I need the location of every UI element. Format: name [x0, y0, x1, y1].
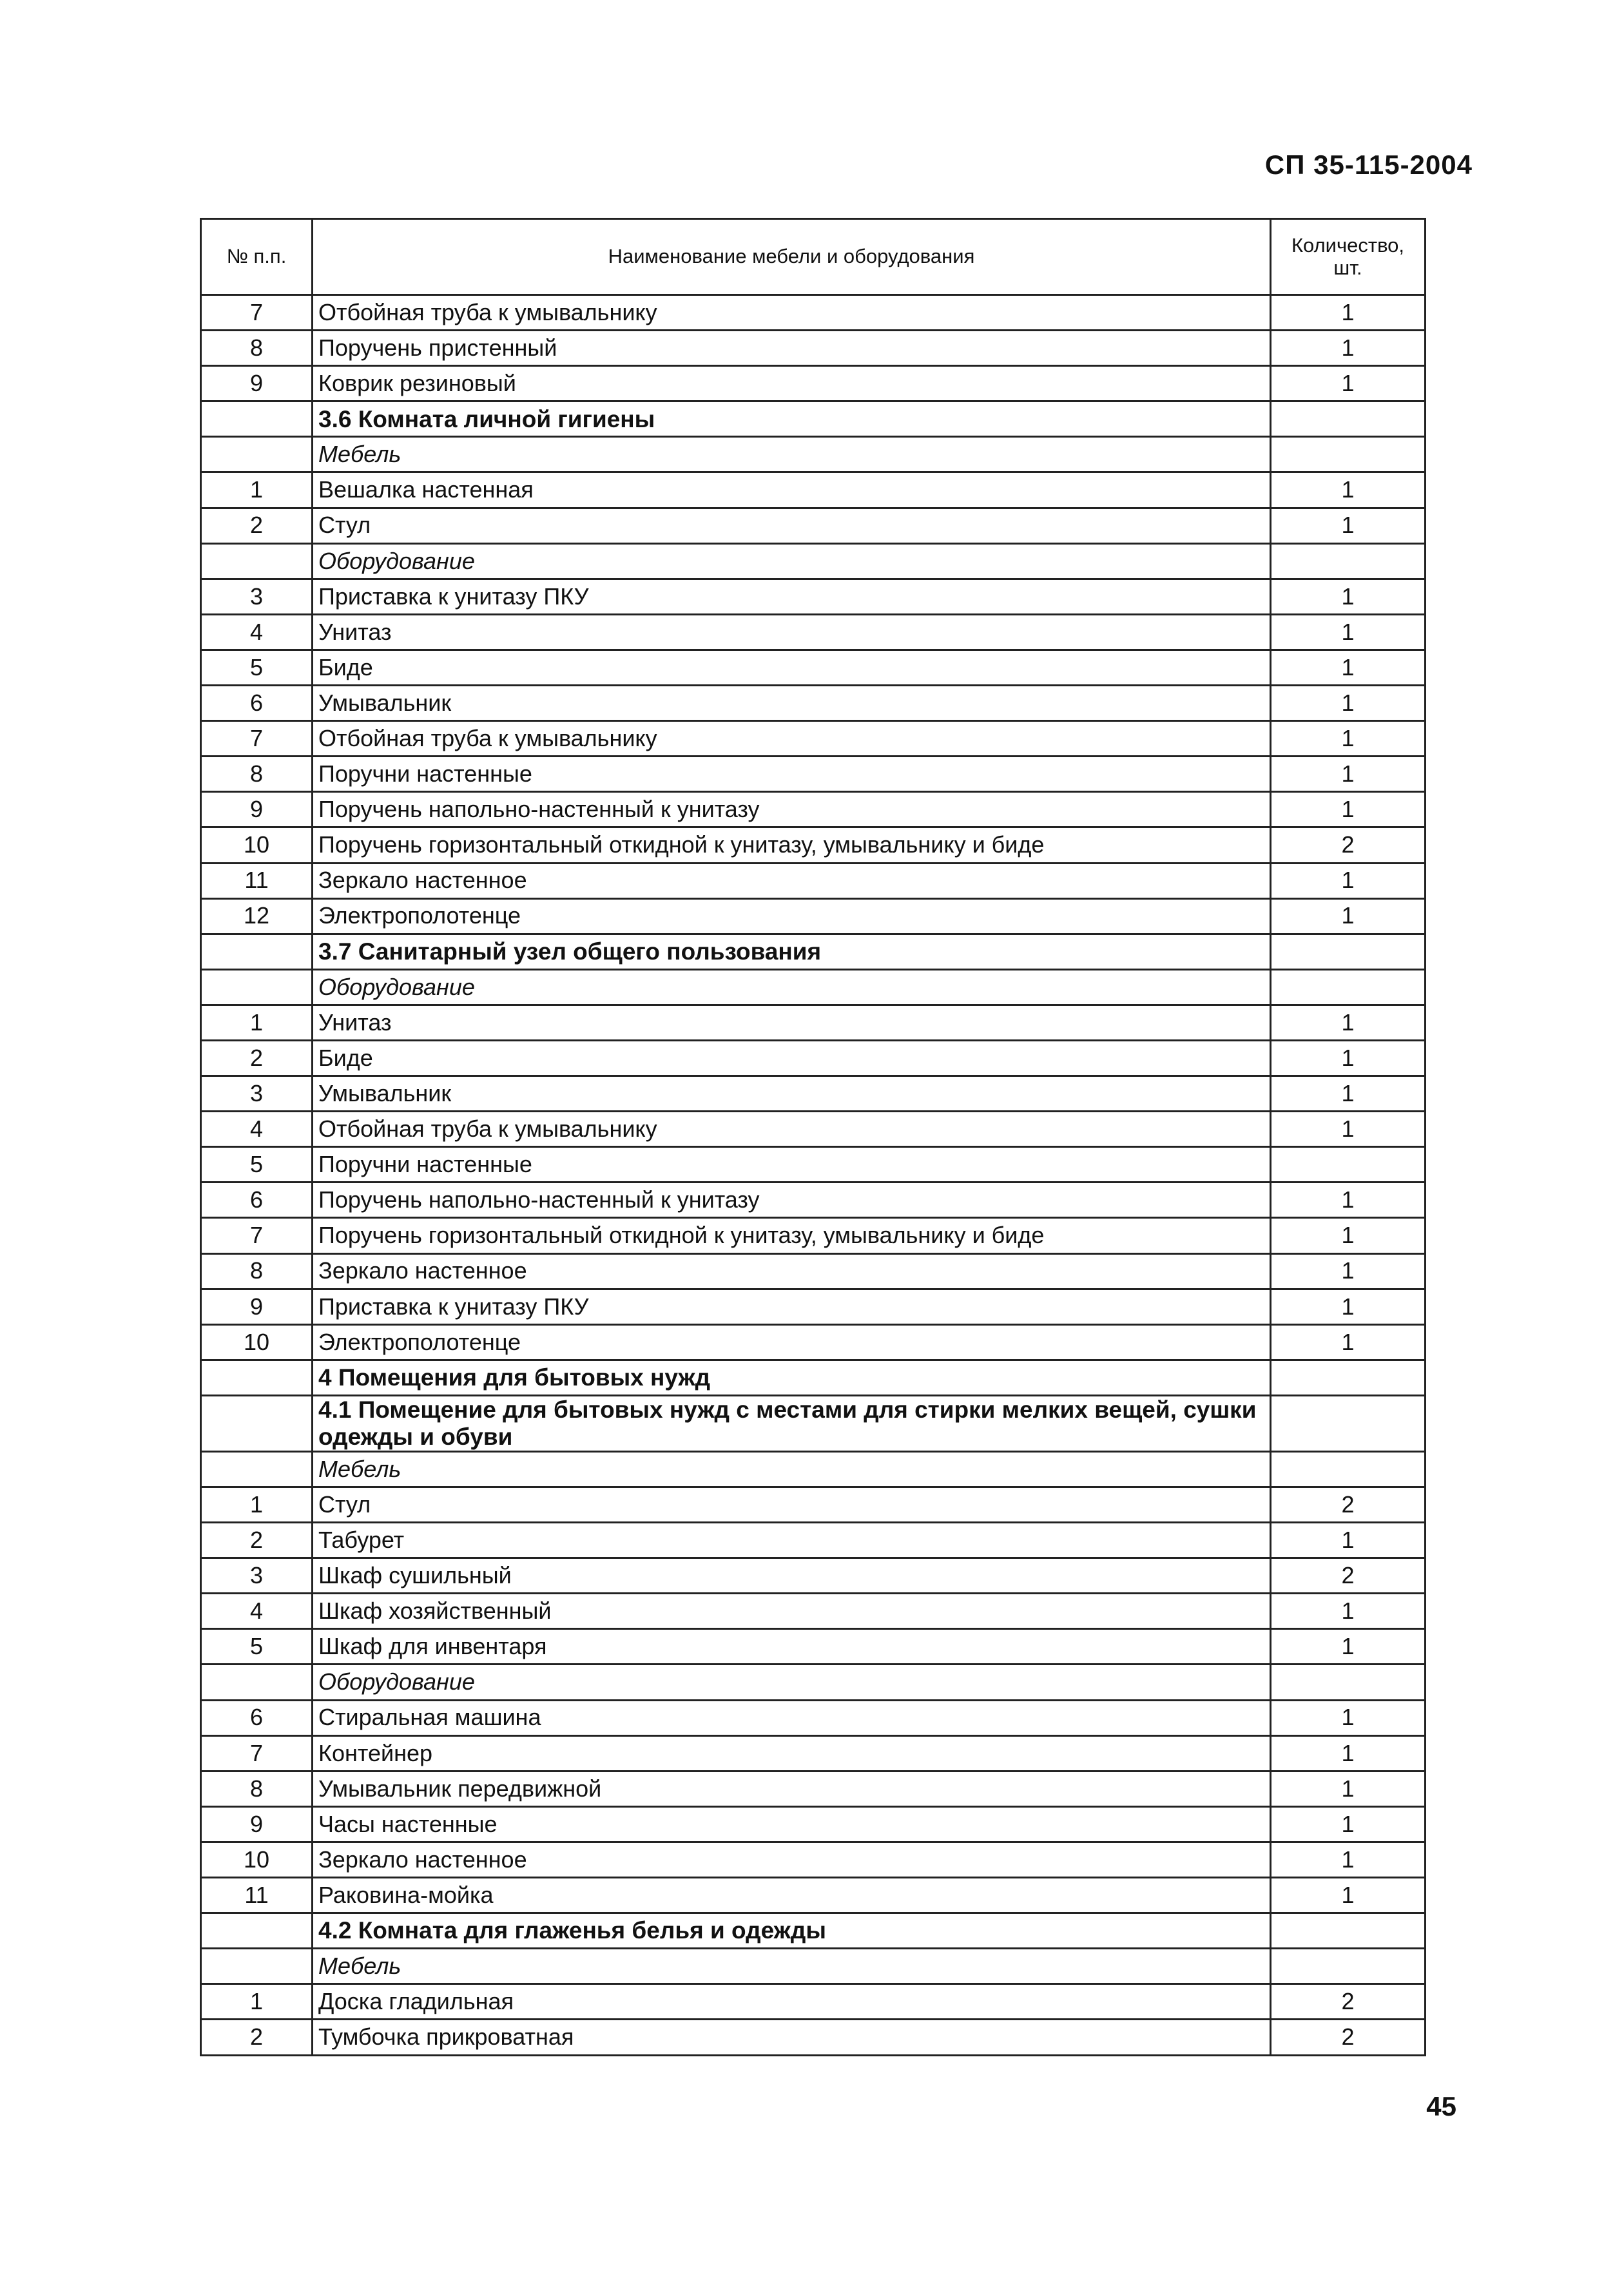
quantity-cell: 2	[1271, 2020, 1426, 2055]
table-row	[201, 1771, 1426, 1806]
table-row	[201, 295, 1426, 331]
row-number-cell	[201, 1360, 313, 1395]
row-number-cell: 6	[201, 1700, 313, 1735]
quantity-cell: 1	[1271, 1040, 1426, 1076]
quantity-cell: 1	[1271, 686, 1426, 721]
quantity-cell: 1	[1271, 1218, 1426, 1253]
item-name-cell: Шкаф хозяйственный	[313, 1594, 1271, 1629]
quantity-cell: 1	[1271, 1771, 1426, 1806]
table-row	[201, 1218, 1426, 1253]
quantity-cell: 2	[1271, 1984, 1426, 2020]
item-name-cell: Биде	[313, 1040, 1271, 1076]
table-row	[201, 1005, 1426, 1040]
row-number-cell: 11	[201, 1878, 313, 1913]
row-number-cell: 7	[201, 721, 313, 757]
table-row	[201, 1594, 1426, 1629]
row-number-cell: 2	[201, 1040, 313, 1076]
table-row	[201, 1629, 1426, 1665]
row-number-cell: 4	[201, 1112, 313, 1147]
subsection-heading-row	[201, 1949, 1426, 1984]
quantity-cell: 1	[1271, 1842, 1426, 1877]
item-name-cell: 4 Помещения для бытовых нужд	[313, 1360, 1271, 1395]
row-number-cell: 3	[201, 1076, 313, 1112]
row-number-cell: 7	[201, 1735, 313, 1771]
item-name-cell: Мебель	[313, 1949, 1271, 1984]
item-name-cell: Мебель	[313, 437, 1271, 472]
row-number-cell: 7	[201, 295, 313, 331]
table-row	[201, 1735, 1426, 1771]
table-row	[201, 898, 1426, 934]
quantity-cell	[1271, 969, 1426, 1005]
table-row	[201, 863, 1426, 898]
row-number-cell	[201, 1949, 313, 1984]
quantity-cell: 1	[1271, 579, 1426, 614]
row-number-cell: 9	[201, 1289, 313, 1324]
item-name-cell: Мебель	[313, 1451, 1271, 1487]
item-name-cell: Отбойная труба к умывальнику	[313, 1112, 1271, 1147]
section-heading-row	[201, 934, 1426, 969]
quantity-cell: 1	[1271, 1523, 1426, 1558]
quantity-cell	[1271, 1360, 1426, 1395]
quantity-cell: 1	[1271, 614, 1426, 650]
item-name-cell: Электрополотенце	[313, 1324, 1271, 1360]
quantity-cell: 1	[1271, 1878, 1426, 1913]
quantity-cell: 1	[1271, 1182, 1426, 1218]
column-header-num: № п.п.	[201, 219, 313, 295]
quantity-cell: 1	[1271, 295, 1426, 331]
row-number-cell: 6	[201, 1182, 313, 1218]
item-name-cell: Зеркало настенное	[313, 1253, 1271, 1289]
quantity-cell: 2	[1271, 1558, 1426, 1594]
column-header-qty: Количество, шт.	[1271, 219, 1426, 295]
quantity-cell: 1	[1271, 1806, 1426, 1842]
table-row	[201, 1289, 1426, 1324]
table-row	[201, 1878, 1426, 1913]
quantity-cell: 1	[1271, 792, 1426, 827]
item-name-cell: Доска гладильная	[313, 1984, 1271, 2020]
column-header-name: Наименование мебели и оборудования	[313, 219, 1271, 295]
subsection-heading-row	[201, 1665, 1426, 1700]
row-number-cell: 9	[201, 792, 313, 827]
item-name-cell: Стул	[313, 508, 1271, 543]
row-number-cell: 3	[201, 1558, 313, 1594]
item-name-cell: Вешалка настенная	[313, 472, 1271, 508]
subsection-heading-row	[201, 543, 1426, 579]
table-row	[201, 1487, 1426, 1523]
item-name-cell: Часы настенные	[313, 1806, 1271, 1842]
row-number-cell: 5	[201, 1147, 313, 1182]
quantity-cell: 1	[1271, 757, 1426, 792]
quantity-cell: 1	[1271, 1735, 1426, 1771]
row-number-cell: 10	[201, 1842, 313, 1877]
table-row	[201, 1147, 1426, 1182]
quantity-cell: 1	[1271, 508, 1426, 543]
row-number-cell	[201, 543, 313, 579]
table-row	[201, 614, 1426, 650]
row-number-cell: 7	[201, 1218, 313, 1253]
item-name-cell: Умывальник передвижной	[313, 1771, 1271, 1806]
table-row	[201, 1076, 1426, 1112]
item-name-cell: Зеркало настенное	[313, 863, 1271, 898]
quantity-cell: 1	[1271, 650, 1426, 685]
row-number-cell: 12	[201, 898, 313, 934]
quantity-cell: 1	[1271, 1289, 1426, 1324]
table-row	[201, 1112, 1426, 1147]
row-number-cell	[201, 1451, 313, 1487]
row-number-cell: 1	[201, 1487, 313, 1523]
quantity-cell	[1271, 1665, 1426, 1700]
quantity-cell	[1271, 401, 1426, 437]
row-number-cell: 3	[201, 579, 313, 614]
item-name-cell: Отбойная труба к умывальнику	[313, 295, 1271, 331]
item-name-cell: Электрополотенце	[313, 898, 1271, 934]
item-name-cell: Шкаф сушильный	[313, 1558, 1271, 1594]
item-name-cell: Стиральная машина	[313, 1700, 1271, 1735]
item-name-cell: Поручни настенные	[313, 757, 1271, 792]
quantity-cell: 1	[1271, 1629, 1426, 1665]
item-name-cell: Коврик резиновый	[313, 366, 1271, 401]
table-row	[201, 1558, 1426, 1594]
item-name-cell: Поручни настенные	[313, 1147, 1271, 1182]
table-row	[201, 1700, 1426, 1735]
item-name-cell: Отбойная труба к умывальнику	[313, 721, 1271, 757]
item-name-cell: Поручень пристенный	[313, 331, 1271, 366]
quantity-cell: 1	[1271, 1324, 1426, 1360]
quantity-cell	[1271, 934, 1426, 969]
quantity-cell	[1271, 1147, 1426, 1182]
quantity-cell	[1271, 1949, 1426, 1984]
table-row	[201, 508, 1426, 543]
item-name-cell: Приставка к унитазу ПКУ	[313, 1289, 1271, 1324]
quantity-cell	[1271, 543, 1426, 579]
table-row	[201, 1842, 1426, 1877]
quantity-cell: 1	[1271, 1076, 1426, 1112]
row-number-cell: 8	[201, 757, 313, 792]
row-number-cell: 8	[201, 1253, 313, 1289]
section-heading-row	[201, 401, 1426, 437]
item-name-cell: Контейнер	[313, 1735, 1271, 1771]
row-number-cell: 8	[201, 331, 313, 366]
table-row	[201, 686, 1426, 721]
row-number-cell: 9	[201, 366, 313, 401]
page-number: 45	[1426, 2091, 1456, 2121]
item-name-cell: Оборудование	[313, 1665, 1271, 1700]
table-row	[201, 1324, 1426, 1360]
table-row	[201, 331, 1426, 366]
item-name-cell: Приставка к унитазу ПКУ	[313, 579, 1271, 614]
quantity-cell: 1	[1271, 472, 1426, 508]
quantity-cell	[1271, 1913, 1426, 1949]
quantity-cell: 1	[1271, 863, 1426, 898]
row-number-cell: 8	[201, 1771, 313, 1806]
row-number-cell	[201, 1665, 313, 1700]
row-number-cell: 10	[201, 1324, 313, 1360]
row-number-cell	[201, 1913, 313, 1949]
document-code: СП 35-115-2004	[1264, 150, 1473, 180]
table-row	[201, 366, 1426, 401]
row-number-cell: 1	[201, 1984, 313, 2020]
table-row	[201, 1984, 1426, 2020]
quantity-cell: 2	[1271, 827, 1426, 863]
table-row	[201, 721, 1426, 757]
row-number-cell: 4	[201, 614, 313, 650]
item-name-cell: Поручень горизонтальный откидной к унитазу, умывальнику и биде	[313, 827, 1271, 863]
table-row	[201, 1040, 1426, 1076]
table-row	[201, 650, 1426, 685]
table-body	[201, 295, 1426, 2056]
item-name-cell: Шкаф для инвентаря	[313, 1629, 1271, 1665]
item-name-cell: Тумбочка прикроватная	[313, 2020, 1271, 2055]
quantity-cell: 1	[1271, 1005, 1426, 1040]
subsection-heading-row	[201, 1451, 1426, 1487]
row-number-cell: 9	[201, 1806, 313, 1842]
item-name-cell: 3.7 Санитарный узел общего пользования	[313, 934, 1271, 969]
item-name-cell: Оборудование	[313, 543, 1271, 579]
quantity-cell	[1271, 1451, 1426, 1487]
item-name-cell: Унитаз	[313, 614, 1271, 650]
quantity-cell	[1271, 437, 1426, 472]
table-row	[201, 472, 1426, 508]
item-name-cell: Поручень напольно-настенный к унитазу	[313, 792, 1271, 827]
row-number-cell: 1	[201, 472, 313, 508]
table-header-row	[201, 219, 1426, 295]
table-row	[201, 1182, 1426, 1218]
item-name-cell: Оборудование	[313, 969, 1271, 1005]
item-name-cell: Табурет	[313, 1523, 1271, 1558]
table-row	[201, 827, 1426, 863]
row-number-cell: 4	[201, 1594, 313, 1629]
quantity-cell: 1	[1271, 366, 1426, 401]
row-number-cell	[201, 401, 313, 437]
row-number-cell	[201, 934, 313, 969]
row-number-cell: 5	[201, 650, 313, 685]
item-name-cell: 4.1 Помещение для бытовых нужд с местами для стирки мелких вещей, сушки одежды и обуви	[313, 1395, 1271, 1451]
table-row	[201, 1523, 1426, 1558]
row-number-cell: 2	[201, 508, 313, 543]
table-row	[201, 2020, 1426, 2055]
row-number-cell: 1	[201, 1005, 313, 1040]
item-name-cell: 3.6 Комната личной гигиены	[313, 401, 1271, 437]
quantity-cell: 1	[1271, 1700, 1426, 1735]
row-number-cell	[201, 437, 313, 472]
quantity-cell: 1	[1271, 1253, 1426, 1289]
quantity-cell: 2	[1271, 1487, 1426, 1523]
row-number-cell: 5	[201, 1629, 313, 1665]
row-number-cell	[201, 969, 313, 1005]
furniture-equipment-table	[200, 218, 1426, 2056]
row-number-cell: 2	[201, 1523, 313, 1558]
item-name-cell: Умывальник	[313, 686, 1271, 721]
quantity-cell: 1	[1271, 721, 1426, 757]
item-name-cell: Поручень горизонтальный откидной к унитазу, умывальнику и биде	[313, 1218, 1271, 1253]
quantity-cell: 1	[1271, 331, 1426, 366]
table-row	[201, 1253, 1426, 1289]
section-heading-row	[201, 1360, 1426, 1395]
item-name-cell: 4.2 Комната для глаженья белья и одежды	[313, 1913, 1271, 1949]
row-number-cell: 11	[201, 863, 313, 898]
subsection-heading-row	[201, 437, 1426, 472]
row-number-cell: 10	[201, 827, 313, 863]
table-row	[201, 757, 1426, 792]
quantity-cell: 1	[1271, 898, 1426, 934]
quantity-cell: 1	[1271, 1112, 1426, 1147]
row-number-cell: 6	[201, 686, 313, 721]
table-row	[201, 579, 1426, 614]
item-name-cell: Зеркало настенное	[313, 1842, 1271, 1877]
quantity-cell	[1271, 1395, 1426, 1451]
section-heading-row	[201, 1913, 1426, 1949]
section-heading-row	[201, 1395, 1426, 1451]
row-number-cell: 2	[201, 2020, 313, 2055]
quantity-cell: 1	[1271, 1594, 1426, 1629]
row-number-cell	[201, 1395, 313, 1451]
table-row	[201, 1806, 1426, 1842]
item-name-cell: Поручень напольно-настенный к унитазу	[313, 1182, 1271, 1218]
item-name-cell: Биде	[313, 650, 1271, 685]
item-name-cell: Унитаз	[313, 1005, 1271, 1040]
subsection-heading-row	[201, 969, 1426, 1005]
item-name-cell: Умывальник	[313, 1076, 1271, 1112]
table-row	[201, 792, 1426, 827]
item-name-cell: Раковина-мойка	[313, 1878, 1271, 1913]
item-name-cell: Стул	[313, 1487, 1271, 1523]
